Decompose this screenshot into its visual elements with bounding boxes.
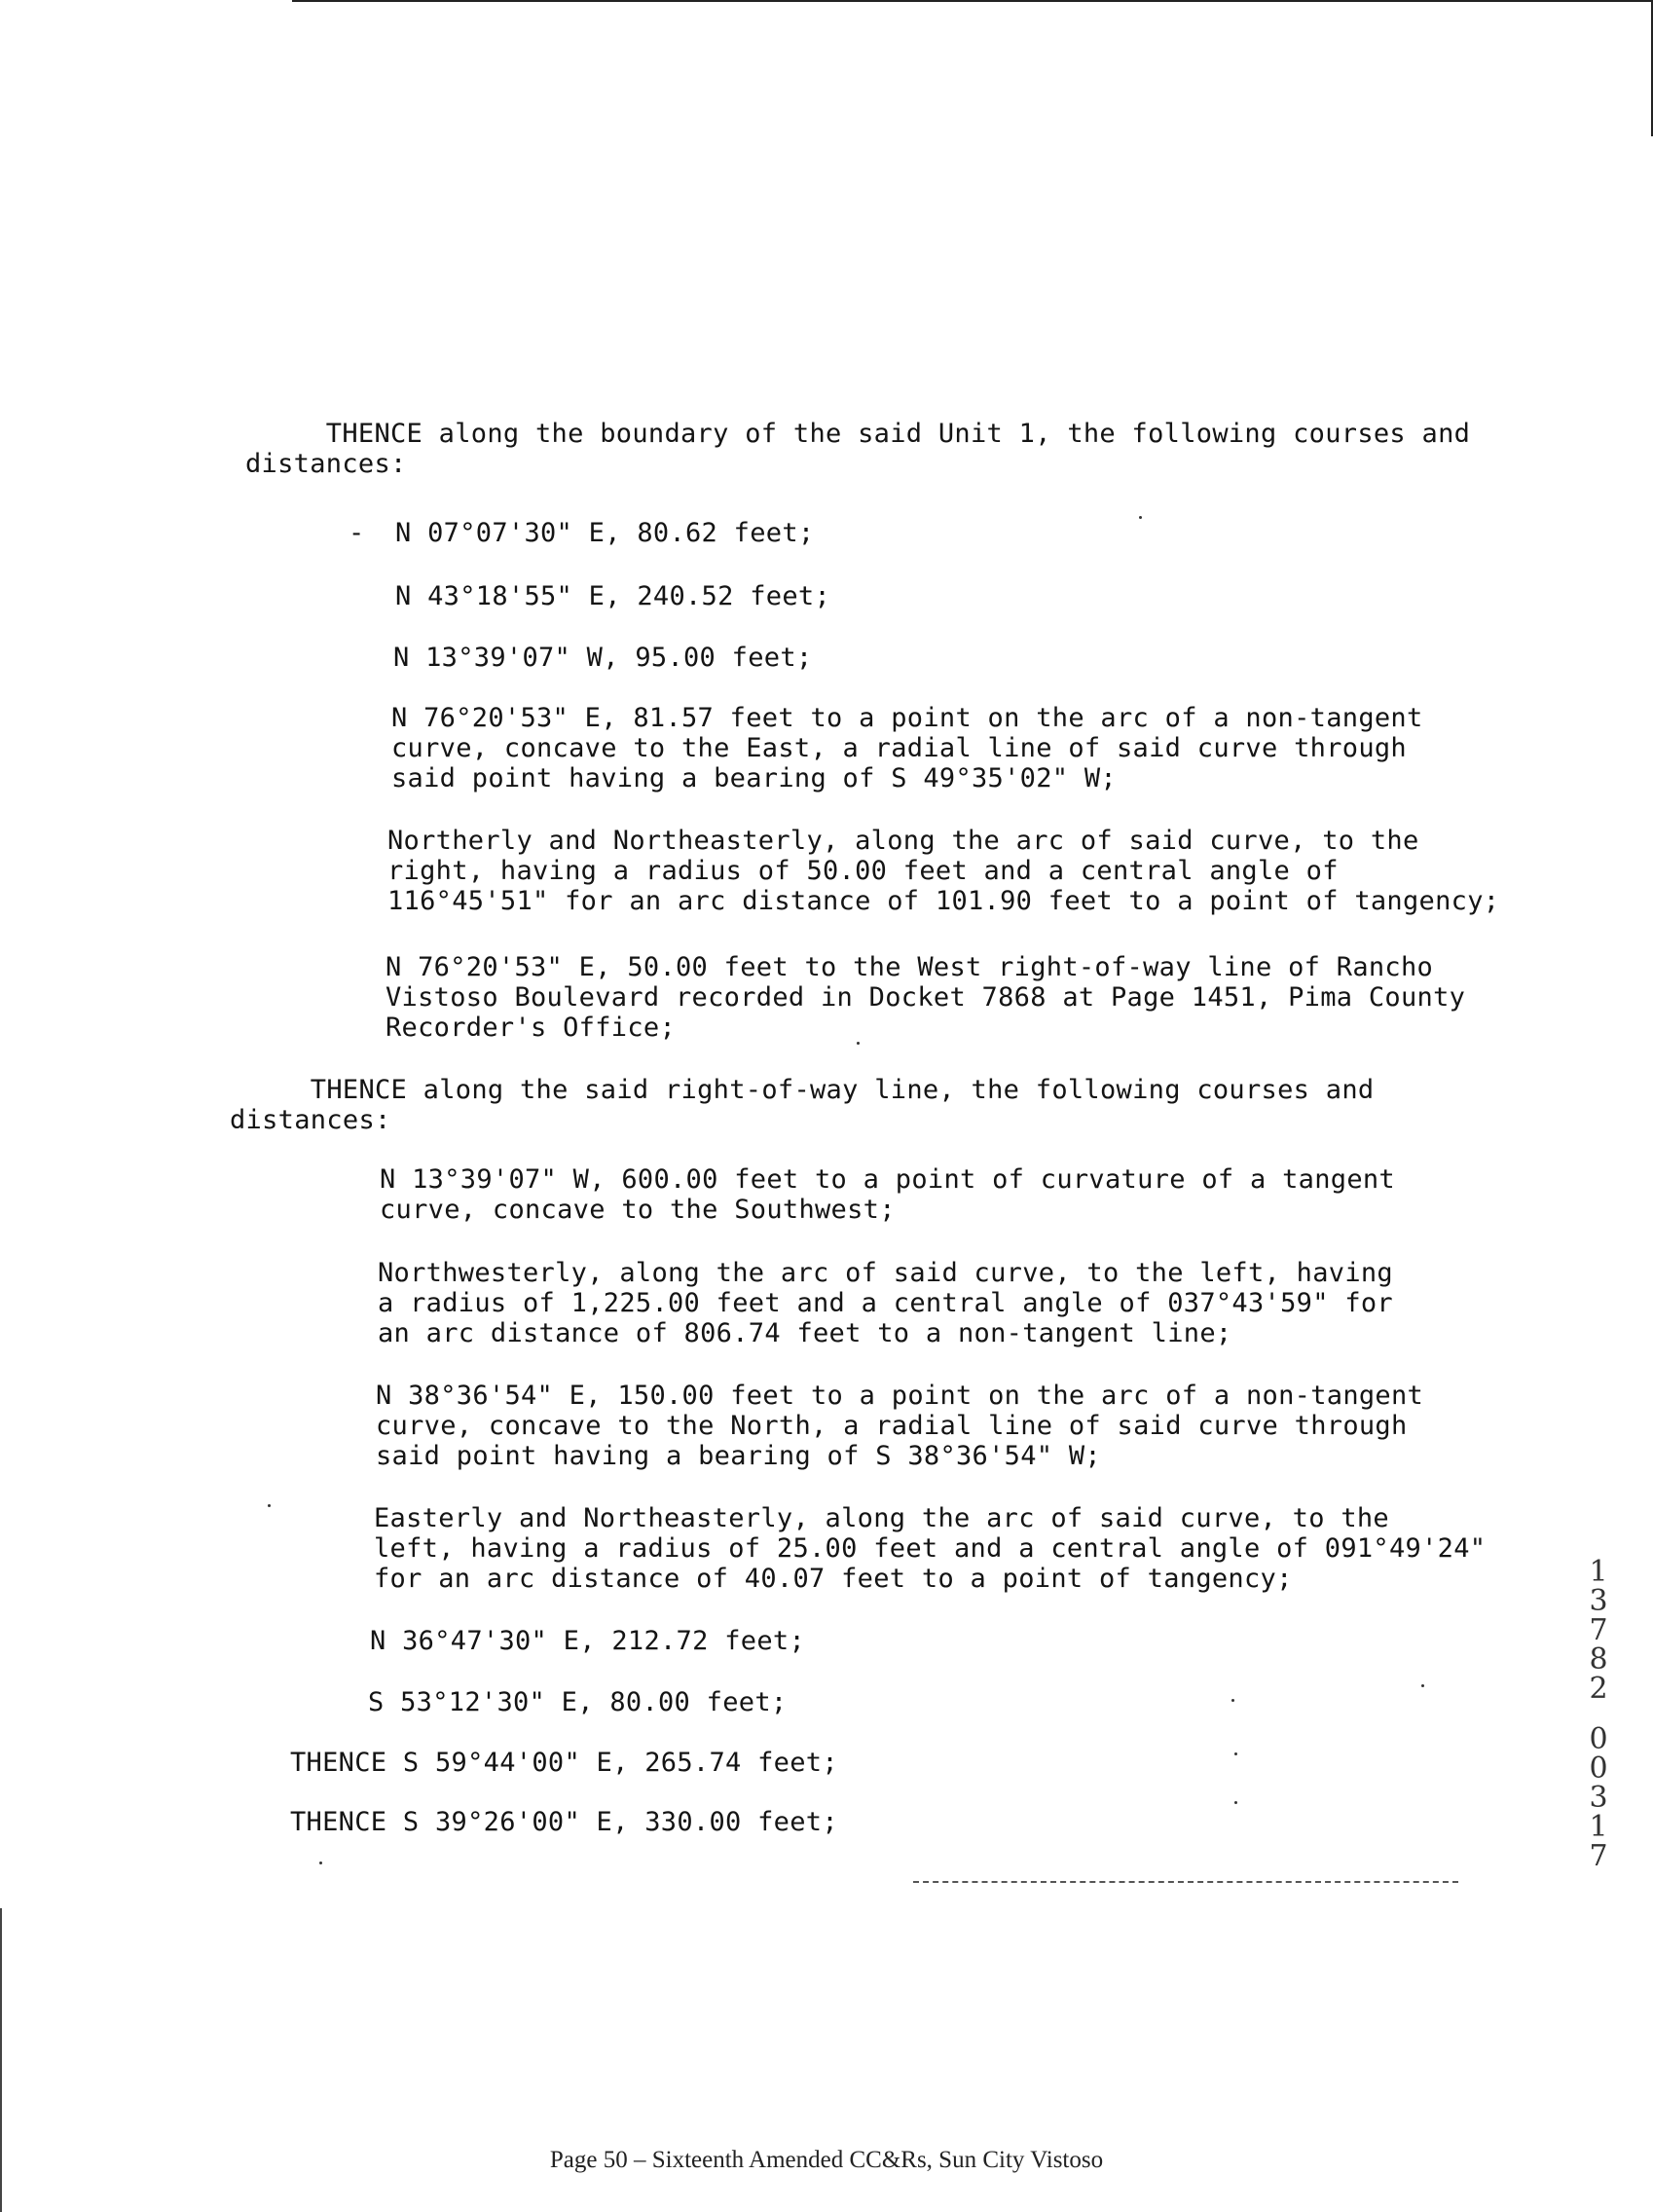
course-paragraph: N 76°20'53" E, 81.57 feet to a point on the arc of a non-tangent curve, concave to the East, a radial line of said curve through said point having a bearing of S 49°35'02" W; <box>391 703 1423 793</box>
course-line: N 13°39'07" W, 95.00 feet; <box>393 643 813 673</box>
scan-speck <box>857 1042 860 1045</box>
scan-speck <box>1139 516 1142 519</box>
scan-speck <box>1234 1752 1237 1755</box>
stamp-page: 00317 <box>1589 1722 1608 1873</box>
scan-speck <box>268 1504 271 1507</box>
scan-speck <box>1234 1801 1237 1804</box>
row-paragraph: THENCE along the said right-of-way line, the following courses and distances: <box>230 1075 1375 1135</box>
course-paragraph: N 76°20'53" E, 50.00 feet to the West right-of-way line of Rancho Vistoso Boulevard recorded in Docket 7868 at Page 1451, Pima County Recorder's Office; <box>386 952 1466 1043</box>
scan-speck <box>319 1862 322 1864</box>
course-line: N 07°07'30" E, 80.62 feet; <box>395 518 815 548</box>
dash-mark: - <box>349 518 365 548</box>
course-paragraph: Easterly and Northeasterly, along the arc of said curve, to the left, having a radius of 25.00 feet and a central angle of 091°49'24" for an arc distance of 40.07 feet to a point of tangency; <box>374 1503 1487 1594</box>
separator-rule <box>913 1881 1458 1883</box>
course-paragraph: N 13°39'07" W, 600.00 feet to a point of curvature of a tangent curve, concave to the Southwest; <box>380 1164 1395 1225</box>
course-paragraph: N 38°36'54" E, 150.00 feet to a point on the arc of a non-tangent curve, concave to the North, a radial line of said curve through said point having a bearing of S 38°36'54" W; <box>376 1381 1424 1471</box>
course-line: N 36°47'30" E, 212.72 feet; <box>370 1626 805 1656</box>
page-footer: Page 50 – Sixteenth Amended CC&Rs, Sun City Vistoso <box>549 2147 1104 2173</box>
thence-line: THENCE S 39°26'00" E, 330.00 feet; <box>290 1807 838 1837</box>
course-line: S 53°12'30" E, 80.00 feet; <box>368 1687 788 1717</box>
course-line: N 43°18'55" E, 240.52 feet; <box>395 581 830 611</box>
course-paragraph: Northwesterly, along the arc of said curve, to the left, having a radius of 1,225.00 feet and a central angle of 037°43'59" for an arc distance of 806.74 feet to a non-tangent line; <box>378 1258 1393 1348</box>
recording-stamp <box>1582 1555 1615 1873</box>
scan-speck <box>1421 1684 1424 1687</box>
intro-paragraph: THENCE along the boundary of the said Unit 1, the following courses and distances: <box>245 419 1471 479</box>
course-paragraph: Northerly and Northeasterly, along the arc of said curve, to the right, having a radius of 50.00 feet and a central angle of 116°45'51" for an arc distance of 101.90 feet to a point of tangency; <box>387 826 1500 916</box>
scan-speck <box>1231 1699 1234 1702</box>
stamp-docket: 13782 <box>1589 1555 1608 1706</box>
thence-line: THENCE S 59°44'00" E, 265.74 feet; <box>290 1748 838 1778</box>
scan-top-edge <box>292 0 1653 2</box>
